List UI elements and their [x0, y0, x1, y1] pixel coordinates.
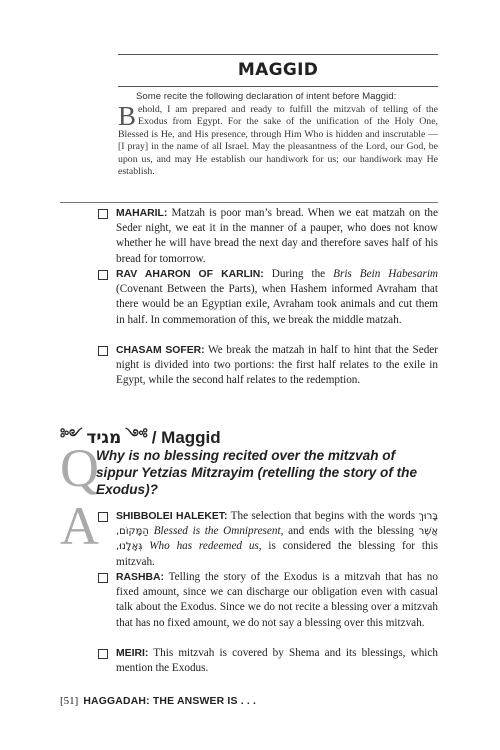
section-title: / Maggid — [151, 428, 221, 447]
title-rule — [118, 86, 438, 87]
answer-text-2: , and ends with the blessing — [280, 525, 414, 538]
commentary-author: CHASAM SOFER: — [116, 345, 205, 356]
answer-italic-2: Who has redeemed us — [149, 540, 259, 553]
answer-author: SHIBBOLEI HALEKET: — [116, 511, 228, 522]
checkbox-icon — [98, 346, 108, 356]
answer-meiri — [98, 646, 438, 676]
answer-author: RASHBA: — [116, 572, 164, 583]
checkbox-icon — [98, 573, 108, 583]
commentary-italic: Bris Bein Habesarim — [333, 268, 439, 280]
section-hebrew: מגיד — [86, 428, 122, 448]
declaration-text — [118, 101, 438, 178]
hebrew-phrase: בָּרוּךְ הַמָּקוֹם, — [116, 511, 438, 538]
top-rule — [118, 54, 438, 55]
drop-cap: B — [118, 101, 137, 131]
answer-text: This mitzvah is covered by Shema and its blessings, which mention the Exodus. — [116, 647, 438, 675]
page-number: [51] — [60, 695, 79, 707]
checkbox-icon — [98, 209, 108, 219]
answer-text-1: The selection that begins with the words — [230, 510, 416, 522]
commentary-text: Matzah is poor man’s bread. When we eat matzah on the Seder night, we eat it in the manner of a pauper, who does not know whether he will have bread the next day and therefore saves half of his bread for tomorrow. — [116, 207, 438, 265]
intro-note: Some recite the following declaration of intent before Maggid: — [136, 91, 397, 102]
checkbox-icon — [98, 649, 108, 659]
commentary-text-pre: During the — [271, 268, 326, 280]
answer-rashba — [98, 570, 438, 631]
commentary-text: We break the matzah in half to hint that the Seder night is divided into two portions: the first half relates to the exile in Egypt, while the second half relates to the redemption. — [116, 344, 438, 387]
answer-author: MEIRI: — [116, 648, 149, 659]
running-title: HAGGADAH: THE ANSWER IS . . . — [83, 696, 257, 707]
page-title: MAGGID — [237, 60, 319, 80]
commentary-karlin — [98, 267, 438, 328]
checkbox-icon — [98, 512, 108, 522]
question-letter: Q — [60, 438, 99, 498]
ornament-icon: ༻ — [60, 426, 83, 442]
answer-text: Telling the story of the Exodus is a mitzvah that has no fixed amount, since we can discharge our obligation even with casual talk about the Exodus. Since we do not recite a blessing over a mitzvah that has no fixed amount, we do not say a blessing over this mitzvah. — [116, 571, 438, 629]
commentary-text: (Covenant Between the Parts), when Hashem informed Avraham that there would be an Egyptian exile, Avraham took animals and cut them in half. In commemoration of this, we break the middle matzah. — [116, 283, 438, 326]
question-text: Why is no blessing recited over the mitzvah of sippur Yetzias Mitzrayim (retelling the story of the Exodus)? — [96, 448, 418, 497]
hebrew-phrase: אֲשֶׁר גְּאָלָנוּ, — [116, 526, 439, 553]
commentary-maharil — [98, 206, 438, 267]
page-footer — [60, 695, 256, 707]
commentary-author: RAV AHARON OF KARLIN: — [116, 269, 264, 280]
answer-shibbolei-haleket — [98, 509, 438, 570]
checkbox-icon — [98, 270, 108, 280]
answer-text-3: , is considered the blessing for this mitzvah. — [116, 540, 438, 568]
commentary-chasam-sofer — [98, 343, 438, 389]
answer-italic-1: Blessed is the Omnipresent — [153, 525, 281, 538]
answer-letter: A — [60, 496, 99, 556]
commentary-author: MAHARIL: — [116, 208, 168, 219]
ornament-icon: ༺ — [125, 426, 148, 442]
declaration-body: ehold, I am prepared and ready to fulfill the mitzvah of telling of the Exodus from Egypt. For the sake of the unification of the Holy One, Blessed is He, and His presence, through Him Who is hidden and inscrutable — [I pray] in the name of all Israel. May the pleasantness of the Lord, our God, be upon us, and may He establish our handiwork for us; our handiwork may He establish. — [118, 104, 438, 178]
section-divider — [60, 202, 438, 203]
